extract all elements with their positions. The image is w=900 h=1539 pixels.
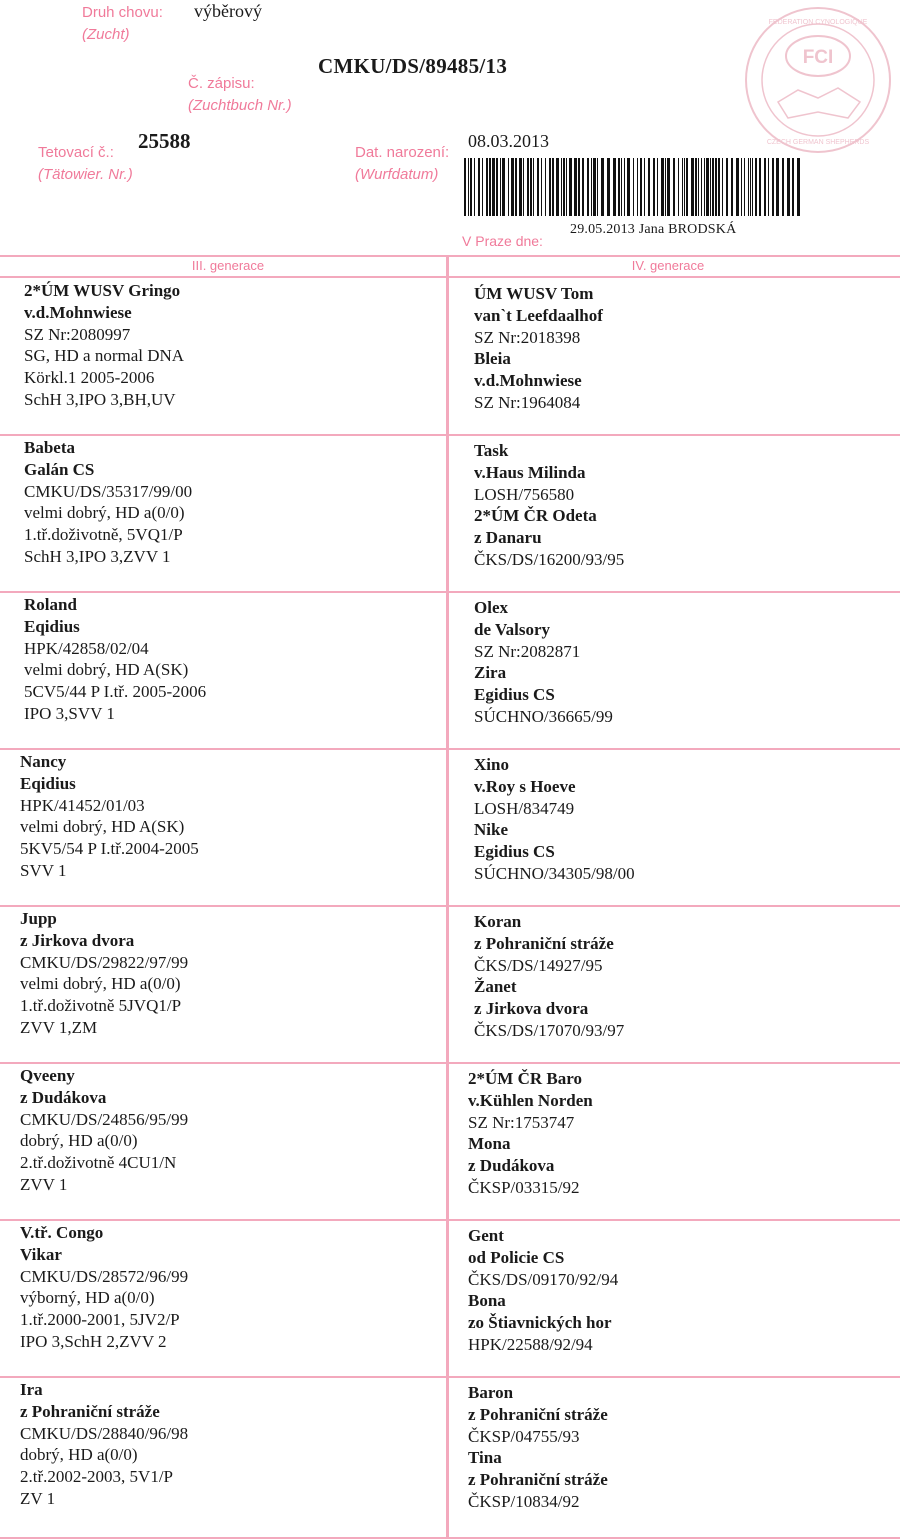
dog-name-line: Eqidius (20, 773, 76, 793)
dog-name-line: Xino (474, 755, 509, 774)
dog-info-line: ZV 1 (20, 1488, 56, 1508)
dog-info-line: CMKU/DS/29822/97/99 (20, 952, 189, 972)
barcode-bar (593, 158, 596, 216)
barcode-bar (750, 158, 751, 216)
dog-info-line: ČKS/DS/16200/93/95 (474, 549, 625, 569)
barcode-bar (591, 158, 592, 216)
row-separator (0, 591, 900, 593)
registration-number: CMKU/DS/89485/13 (318, 54, 508, 78)
dog-info-line: velmi dobrý, HD A(SK) (24, 660, 189, 680)
barcode-bar (665, 158, 666, 216)
dog-name-line: Koran (474, 912, 522, 931)
svg-text:FEDERATION CYNOLOGIQUE: FEDERATION CYNOLOGIQUE (768, 19, 868, 26)
breed-type-value: výběrový (194, 1, 262, 21)
dog-name-line: v.d.Mohnwiese (24, 302, 132, 322)
dog-info-line: ČKS/DS/14927/95 (474, 955, 603, 975)
dog-info-line: SÚCHNO/36665/99 (474, 706, 613, 726)
fourth-generation-cell (474, 597, 613, 728)
barcode-bar (673, 158, 675, 216)
barcode-bar (698, 158, 699, 216)
row-separator (0, 905, 900, 907)
third-generation-cell (20, 1065, 188, 1196)
barcode-bar (621, 158, 622, 216)
barcode-bar (715, 158, 717, 216)
barcode-bar (755, 158, 757, 216)
grid-line (0, 255, 900, 257)
barcode-bar (691, 158, 694, 216)
barcode-bar (486, 158, 488, 216)
dog-info-line: 1.tř.doživotně 5JVQ1/P (20, 996, 182, 1016)
barcode-bar (597, 158, 598, 216)
barcode-bar (712, 158, 714, 216)
dog-name-line: z Pohraniční stráže (468, 1404, 608, 1424)
barcode-bar (787, 158, 790, 216)
dog-name-line: z Dudákova (468, 1156, 555, 1176)
barcode-bar (533, 158, 534, 216)
barcode-bar (726, 158, 728, 216)
barcode-bar (752, 158, 753, 216)
barcode-bar (523, 158, 524, 216)
dog-info-line: 2.tř.doživotně 4CU1/N (20, 1153, 177, 1173)
barcode-bar (470, 158, 472, 216)
dog-name-line: Ira (20, 1380, 43, 1399)
dog-info-line: IPO 3,SVV 1 (24, 703, 115, 723)
barcode-bar (633, 158, 634, 216)
barcode-bar (566, 158, 567, 216)
dog-name-line: Nike (474, 820, 508, 840)
dog-info-line: ČKS/DS/09170/92/94 (468, 1269, 619, 1289)
row-separator (0, 1062, 900, 1064)
row-separator (0, 434, 900, 436)
barcode-bar (561, 158, 562, 216)
barcode-bar (613, 158, 616, 216)
barcode-bar (797, 158, 800, 216)
dog-info-line: ČKSP/03315/92 (468, 1177, 580, 1197)
dog-name-line: z Dudákova (20, 1087, 107, 1107)
dog-info-line: 1.tř.doživotně, 5VQ1/P (24, 525, 183, 545)
row-separator (0, 748, 900, 750)
row-separator (0, 1376, 900, 1378)
fourth-generation-cell (468, 1225, 618, 1356)
barcode-bar (744, 158, 745, 216)
barcode-bar (569, 158, 572, 216)
dog-info-line: SZ Nr:2080997 (24, 324, 131, 344)
dog-name-line: Olex (474, 598, 508, 617)
dog-info-line: velmi dobrý, HD a(0/0) (20, 974, 181, 994)
barcode-bar (704, 158, 705, 216)
barcode-bar (792, 158, 794, 216)
dog-name-line: Baron (468, 1383, 514, 1402)
dog-info-line: SchH 3,IPO 3,ZVV 1 (24, 546, 171, 566)
dog-info-line: HPK/42858/02/04 (24, 638, 149, 658)
dog-name-line: v.d.Mohnwiese (474, 371, 582, 391)
birth-label-de: (Wurfdatum) (355, 166, 439, 183)
dog-info-line: ČKS/DS/17070/93/97 (474, 1020, 625, 1040)
dog-info-line: SZ Nr:2018398 (474, 327, 581, 347)
dog-name-line: z Danaru (474, 528, 542, 548)
barcode-bar (657, 158, 658, 216)
third-generation-cell (20, 908, 188, 1039)
barcode-bar (722, 158, 723, 216)
dog-info-line: Körkl.1 2005-2006 (24, 368, 155, 388)
barcode-bar (776, 158, 779, 216)
barcode-bar (637, 158, 638, 216)
dog-info-line: SG, HD a normal DNA (24, 346, 185, 366)
dog-name-line: Nancy (20, 752, 67, 771)
dog-info-line: SchH 3,IPO 3,BH,UV (24, 389, 176, 409)
dog-name-line: de Valsory (474, 619, 551, 639)
tattoo-value: 25588 (138, 129, 191, 153)
barcode-bar (748, 158, 749, 216)
barcode-bar (782, 158, 784, 216)
dog-name-line: z Jirkova dvora (20, 930, 135, 950)
dog-name-line: Jupp (20, 909, 57, 928)
barcode-bar (741, 158, 742, 216)
dog-info-line: 1.tř.2000-2001, 5JV2/P (20, 1310, 180, 1330)
barcode-bar (496, 158, 498, 216)
barcode-bar (648, 158, 650, 216)
dog-info-line: CMKU/DS/28840/96/98 (20, 1423, 189, 1443)
third-generation-cell (20, 1222, 188, 1353)
barcode-bar (686, 158, 688, 216)
dog-name-line: z Jirkova dvora (474, 999, 589, 1019)
dog-name-line: od Policie CS (468, 1247, 565, 1267)
tattoo-label-de: (Tätowier. Nr.) (38, 166, 133, 183)
barcode-bar (574, 158, 577, 216)
barcode-bar (624, 158, 625, 216)
dog-info-line: výborný, HD a(0/0) (20, 1288, 155, 1308)
barcode-bar (667, 158, 670, 216)
grid-line (0, 276, 900, 278)
barcode-bar (527, 158, 529, 216)
birth-date: 08.03.2013 (468, 131, 549, 151)
entry-label-de: (Zuchtbuch Nr.) (188, 97, 292, 114)
dog-name-line: 2*ÚM ČR Baro (468, 1069, 582, 1088)
barcode-bar (519, 158, 522, 216)
barcode-bar (511, 158, 514, 216)
dog-info-line: 5KV5/54 P I.tř.2004-2005 (20, 839, 199, 859)
barcode-bar (653, 158, 655, 216)
dog-info-line: ČKSP/10834/92 (468, 1491, 580, 1511)
dog-name-line: Mona (468, 1134, 511, 1154)
dog-name-line: Task (474, 441, 509, 460)
birth-label: Dat. narození: (Wurfdatum) (355, 142, 449, 186)
barcode-bar (468, 158, 469, 216)
barcode-bar (661, 158, 664, 216)
dog-info-line: SZ Nr:2082871 (474, 641, 581, 661)
barcode-bar (678, 158, 679, 216)
barcode-bar (718, 158, 720, 216)
dog-info-line: CMKU/DS/35317/99/00 (24, 481, 193, 501)
barcode-bar (537, 158, 539, 216)
dog-info-line: velmi dobrý, HD A(SK) (20, 817, 185, 837)
dog-info-line: velmi dobrý, HD a(0/0) (24, 503, 185, 523)
barcode-bar (563, 158, 565, 216)
barcode-bar (710, 158, 711, 216)
dog-info-line: SZ Nr:1964084 (474, 392, 581, 412)
dog-info-line: CMKU/DS/24856/95/99 (20, 1109, 189, 1129)
fourth-generation-cell (474, 911, 624, 1042)
dog-info-line: CMKU/DS/28572/96/99 (20, 1266, 189, 1286)
barcode-bar (587, 158, 589, 216)
barcode-bar (474, 158, 475, 216)
barcode-bar (640, 158, 642, 216)
dog-name-line: Vikar (20, 1244, 62, 1264)
dog-name-line: zo Štiavnických hor (468, 1313, 612, 1333)
barcode-bar (601, 158, 604, 216)
dog-info-line: dobrý, HD a(0/0) (20, 1445, 138, 1465)
barcode-bar (627, 158, 630, 216)
dog-name-line: Eqidius (24, 616, 80, 636)
dog-name-line: z Pohraniční stráže (468, 1470, 608, 1490)
dog-info-line: IPO 3,SchH 2,ZVV 2 (20, 1331, 167, 1351)
fourth-generation-header: IV. generace (631, 258, 705, 273)
barcode-bar (530, 158, 532, 216)
barcode-bar (731, 158, 733, 216)
tattoo-label: Tetovací č.: (Tätowier. Nr.) (38, 142, 133, 186)
barcode-bar (682, 158, 683, 216)
barcode-bar (644, 158, 645, 216)
third-generation-cell (24, 437, 192, 568)
dog-name-line: Roland (24, 595, 77, 614)
dog-name-line: 2*ÚM WUSV Gringo (24, 281, 181, 300)
dog-name-line: Zira (474, 663, 507, 683)
dog-name-line: z Pohraniční stráže (474, 933, 614, 953)
dog-name-line: Žanet (474, 977, 517, 997)
barcode (464, 158, 800, 216)
breed-type-label-de: (Zucht) (82, 26, 130, 43)
barcode-bar (772, 158, 774, 216)
third-generation-cell (24, 594, 206, 725)
dog-info-line: LOSH/834749 (474, 798, 575, 818)
fci-stamp-icon (738, 2, 898, 160)
barcode-bar (549, 158, 551, 216)
barcode-bar (701, 158, 702, 216)
dog-info-line: HPK/22588/92/94 (468, 1334, 593, 1354)
dog-name-line: z Pohraniční stráže (20, 1401, 160, 1421)
dog-name-line: Qveeny (20, 1066, 75, 1085)
barcode-bar (502, 158, 505, 216)
dog-name-line: van`t Leefdaalhof (474, 305, 603, 325)
barcode-bar (541, 158, 542, 216)
barcode-bar (759, 158, 761, 216)
fourth-generation-cell (474, 754, 635, 885)
barcode-bar (607, 158, 610, 216)
barcode-bar (768, 158, 769, 216)
barcode-bar (706, 158, 709, 216)
dog-name-line: Gent (468, 1226, 504, 1245)
barcode-bar (500, 158, 501, 216)
dog-info-line: SZ Nr:1753747 (468, 1112, 575, 1132)
barcode-bar (684, 158, 685, 216)
dog-info-line: dobrý, HD a(0/0) (20, 1131, 138, 1151)
barcode-bar (695, 158, 697, 216)
dog-info-line: LOSH/756580 (474, 484, 575, 504)
third-generation-cell (20, 1379, 188, 1510)
barcode-bar (582, 158, 584, 216)
fourth-generation-cell (468, 1068, 593, 1199)
barcode-bar (578, 158, 580, 216)
barcode-bar (478, 158, 480, 216)
barcode-bar (545, 158, 546, 216)
dog-info-line: 2.tř.2002-2003, 5V1/P (20, 1467, 173, 1487)
svg-text:FCI: FCI (802, 47, 834, 68)
column-divider (446, 255, 449, 1539)
dog-name-line: Galán CS (24, 459, 95, 479)
dog-name-line: Bona (468, 1291, 506, 1311)
barcode-bar (618, 158, 620, 216)
dog-name-line: 2*ÚM ČR Odeta (474, 506, 597, 526)
dog-info-line: ZVV 1 (20, 1174, 68, 1194)
breed-type-label: Druh chovu: (Zucht) (82, 2, 163, 46)
svg-text:CZECH GERMAN SHEPHERDS: CZECH GERMAN SHEPHERDS (766, 139, 870, 146)
dog-info-line: 5CV5/44 P I.tř. 2005-2006 (24, 682, 207, 702)
issue-place-label: V Praze dne: (462, 233, 543, 249)
barcode-bar (515, 158, 517, 216)
barcode-bar (764, 158, 766, 216)
dog-name-line: v.Haus Milinda (474, 462, 586, 482)
dog-name-line: v.Kühlen Norden (468, 1090, 593, 1110)
barcode-bar (482, 158, 483, 216)
third-generation-cell (20, 751, 199, 882)
dog-name-line: Tina (468, 1448, 502, 1468)
barcode-bar (508, 158, 509, 216)
issue-info: 29.05.2013 Jana BRODSKÁ (570, 222, 737, 237)
barcode-bar (492, 158, 495, 216)
barcode-bar (556, 158, 559, 216)
dog-info-line: SÚCHNO/34305/98/00 (474, 863, 635, 883)
dog-info-line: SVV 1 (20, 860, 67, 880)
dog-name-line: Egidius CS (474, 685, 555, 705)
fourth-generation-cell (474, 283, 603, 414)
dog-name-line: Bleia (474, 349, 511, 369)
dog-info-line: ČKSP/04755/93 (468, 1426, 580, 1446)
dog-name-line: V.tř. Congo (20, 1223, 104, 1242)
dog-info-line: ZVV 1,ZM (20, 1017, 98, 1037)
dog-name-line: ÚM WUSV Tom (474, 284, 594, 303)
dog-name-line: Egidius CS (474, 842, 555, 862)
dog-info-line: HPK/41452/01/03 (20, 795, 145, 815)
dog-name-line: v.Roy s Hoeve (474, 776, 576, 796)
barcode-bar (489, 158, 491, 216)
barcode-bar (736, 158, 739, 216)
third-generation-header: III. generace (191, 258, 265, 273)
third-generation-cell (24, 280, 184, 411)
dog-name-line: Babeta (24, 438, 75, 457)
barcode-bar (552, 158, 554, 216)
barcode-bar (464, 158, 466, 216)
entry-label: Č. zápisu: (Zuchtbuch Nr.) (188, 73, 292, 117)
fourth-generation-cell (468, 1382, 608, 1513)
fourth-generation-cell (474, 440, 624, 571)
row-separator (0, 1219, 900, 1221)
